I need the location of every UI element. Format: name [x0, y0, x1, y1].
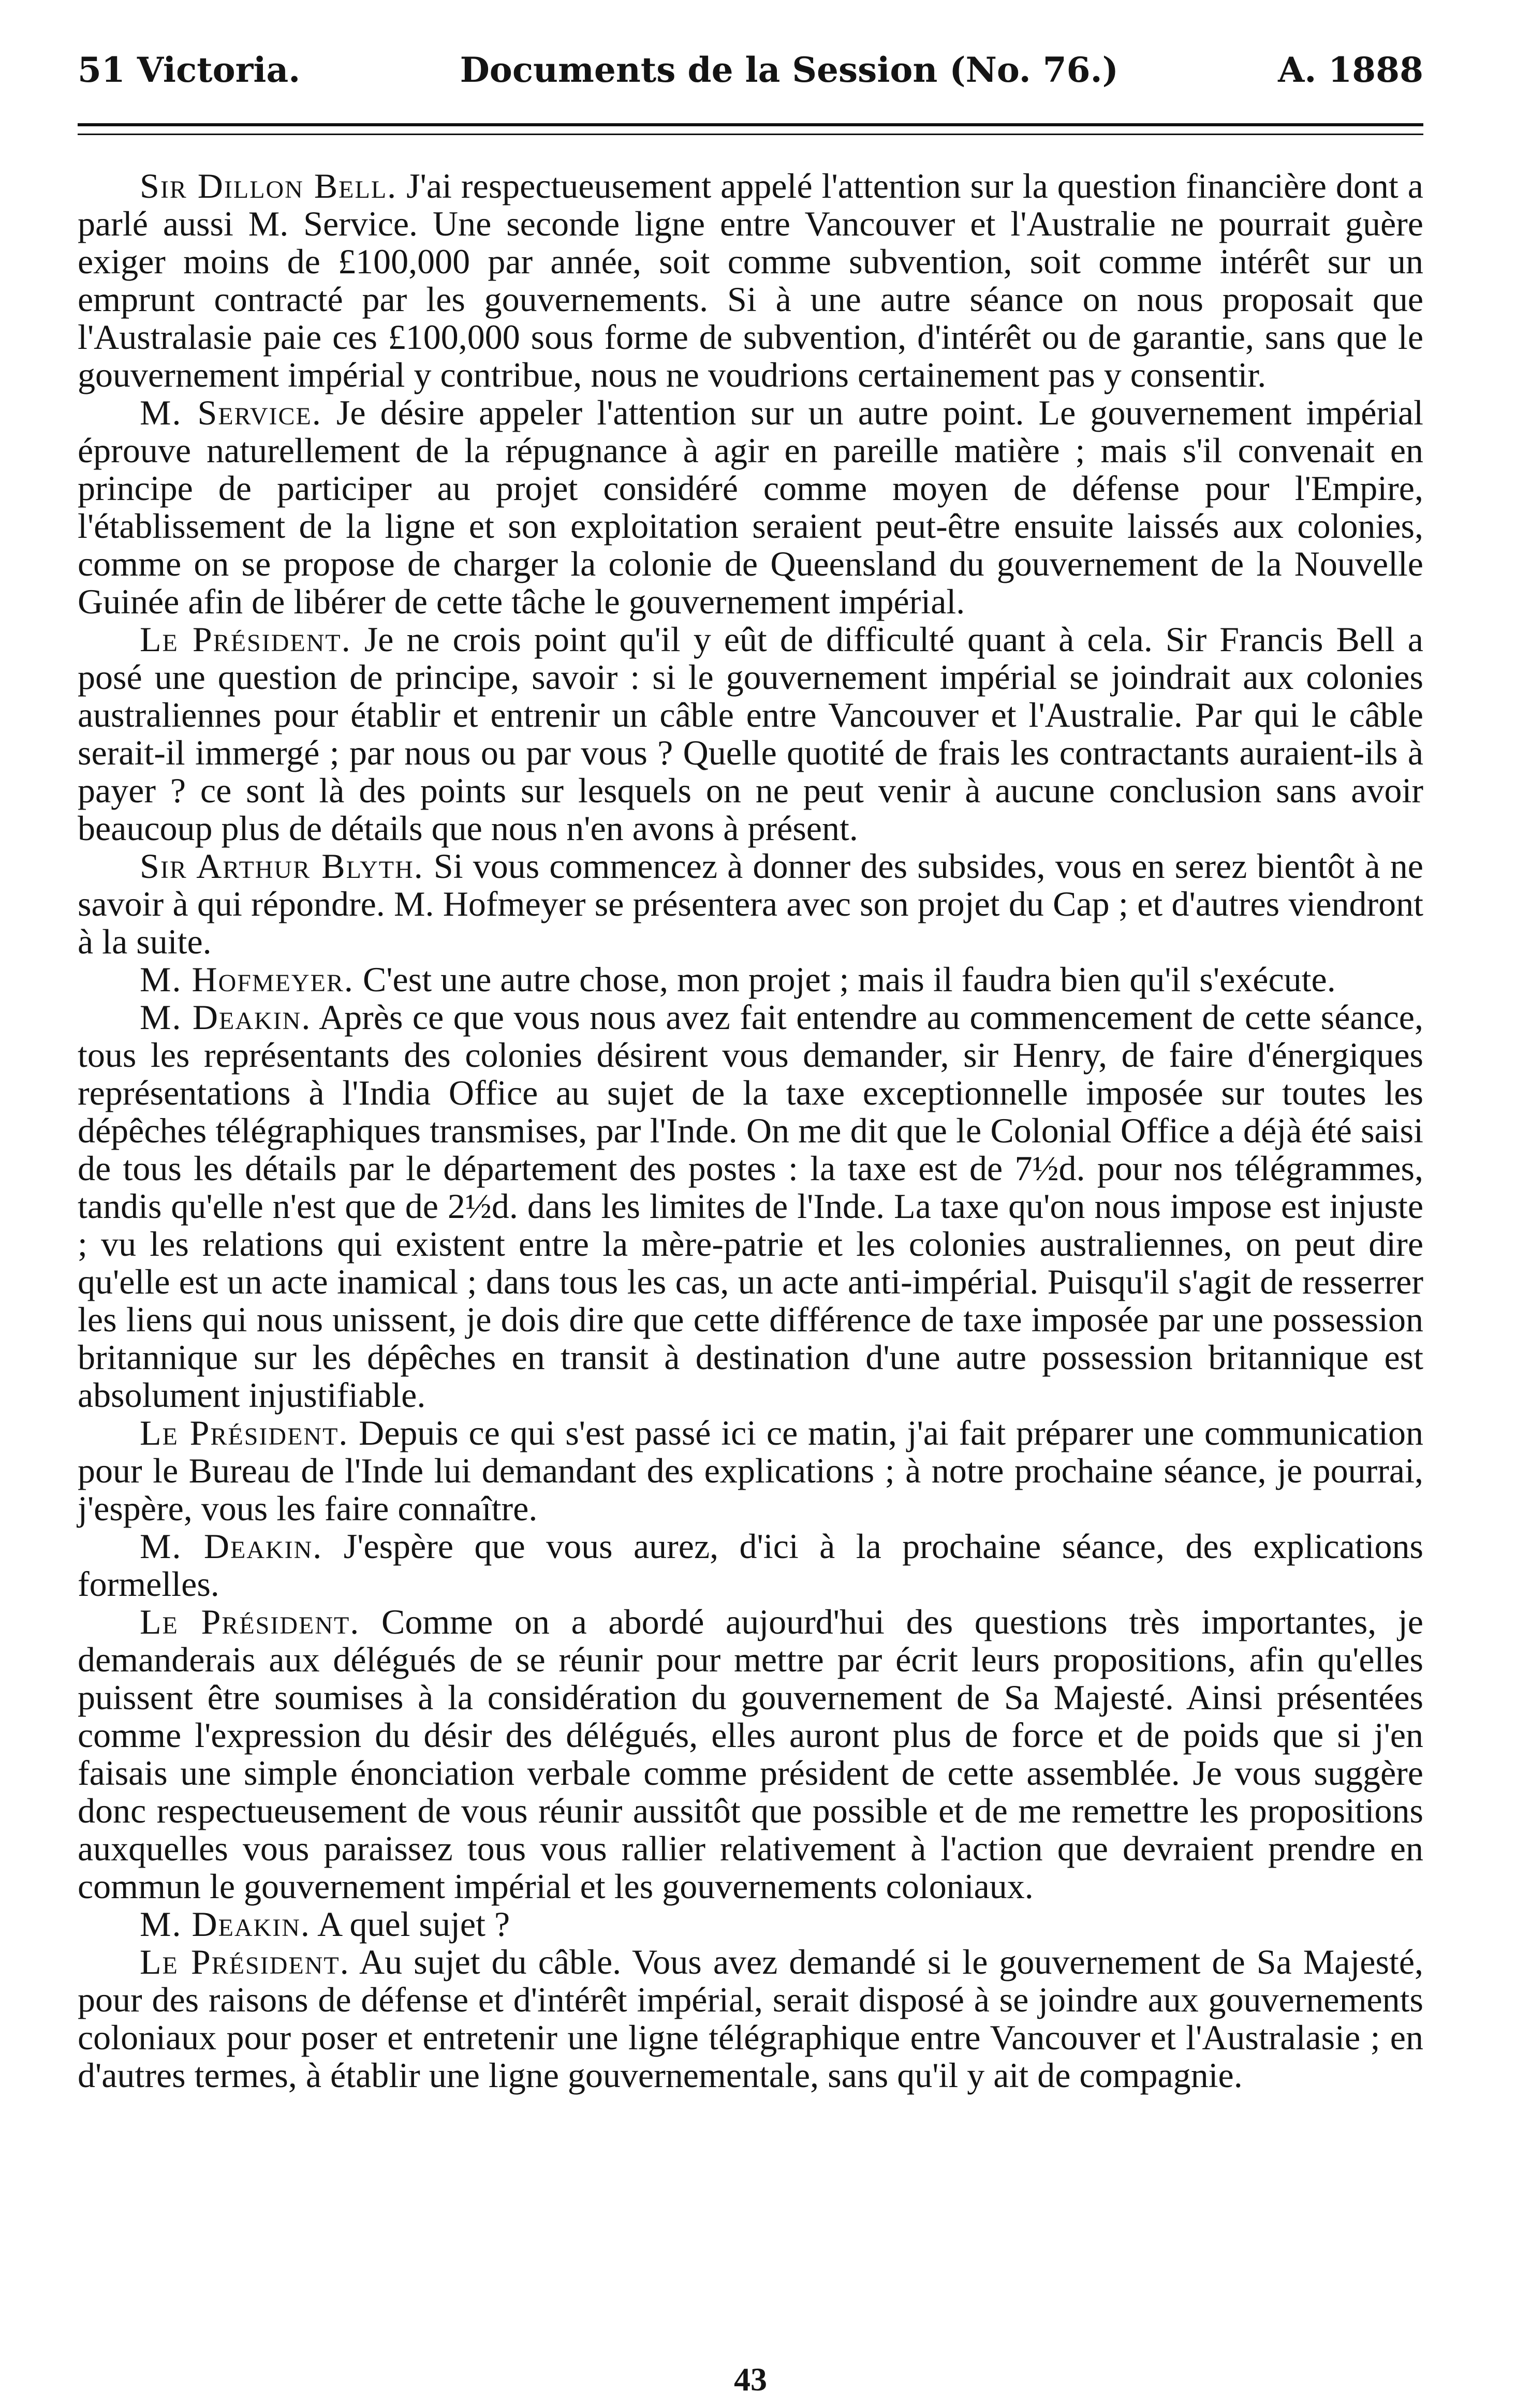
speech-text: Comme on a abordé aujourd'hui des questions très importantes, je demanderais aux délégués de se réunir pour mettre par écrit leurs propositions, afin qu'elles puissent être soumises à la considération du gouvernement de Sa Majesté. Ainsi présentées comme l'expression du désir des délégués, elles auront plus de force et de poids que si j'en faisais une simple énonciation verbale comme président de cette assemblée. Je vous suggère donc respectueusement de vous réunir aussitôt que possible et de me remettre les propositions auxquelles vous paraissez tous vous rallier relativement à l'action que devraient prendre en commun le gouvernement impérial et les gouvernements coloniaux.: [78, 1602, 1423, 1906]
speech-text: Je désire appeler l'attention sur un autre point. Le gouvernement impérial éprouve naturellement de la répugnance à agir en pareille matière ; mais s'il convenait en principe de participer au projet considéré comme moyen de défense pour l'Empire, l'établissement de la ligne et son exploitation seraient peut-être ensuite laissés aux colonies, comme on se propose de charger la colonie de Queensland du gouvernement de la Nouvelle Guinée afin de libérer de cette tâche le gouvernement impérial.: [78, 393, 1423, 621]
page-number: 43: [734, 2361, 767, 2398]
speaker-name: Sir Arthur Blyth.: [140, 846, 424, 886]
paragraph: [78, 394, 1423, 621]
paragraph: [78, 1528, 1423, 1603]
speaker-name: M. Deakin.: [140, 1904, 311, 1944]
speech-text: C'est une autre chose, mon projet ; mais il faudra bien qu'il s'exécute.: [354, 960, 1336, 999]
running-header: [78, 41, 1423, 98]
speaker-name: Le Président.: [140, 1413, 349, 1452]
speaker-name: Le Président.: [140, 620, 351, 659]
speech-text: A quel sujet ?: [310, 1904, 510, 1944]
header-double-rule: [78, 123, 1423, 135]
speaker-name: M. Deakin.: [140, 997, 312, 1037]
paragraph: [78, 1414, 1423, 1528]
speaker-name: M. Deakin.: [140, 1526, 323, 1566]
paragraph: [78, 1943, 1423, 2094]
paragraph: [78, 999, 1423, 1414]
speaker-name: Le Président.: [140, 1942, 350, 1981]
header-volume: 51 Victoria.: [78, 50, 301, 90]
speech-text: Au sujet du câble. Vous avez demandé si le gouvernement de Sa Majesté, pour des raisons de défense et d'intérêt impérial, serait disposé à se joindre aux gouvernements coloniaux pour poser et entretenir une ligne télégraphique entre Vancouver et l'Australasie ; en d'autres termes, à établir une ligne gouvernementale, sans qu'il y ait de compagnie.: [78, 1942, 1423, 2095]
paragraph: [78, 621, 1423, 847]
paragraph: [78, 961, 1423, 999]
speech-text: Après ce que vous nous avez fait entendre au commencement de cette séance, tous les représentants des colonies désirent vous demander, sir Henry, de faire d'énergiques représentations à l'India Office au sujet de la taxe exceptionnelle imposée sur toutes les dépêches télégraphiques transmises, par l'Inde. On me dit que le Colonial Office a déjà été saisi de tous les détails par le département des postes : la taxe est de 7½d. pour nos télégrammes, tandis qu'elle n'est que de 2½d. dans les limites de l'Inde. La taxe qu'on nous impose est injuste ; vu les relations qui existent entre la mère-patrie et les colonies australiennes, on peut dire qu'elle est un acte inamical ; dans tous les cas, un acte anti-impérial. Puisqu'il s'agit de resserrer les liens qui nous unissent, je dois dire que cette différence de taxe imposée par une possession britannique sur les dépêches en transit à destination d'une autre possession britannique est absolument injustifiable.: [78, 997, 1423, 1415]
header-title: Documents de la Session (No. 76.): [460, 50, 1118, 90]
paragraph: [78, 1603, 1423, 1905]
speech-text: Je ne crois point qu'il y eût de difficulté quant à cela. Sir Francis Bell a posé une question de principe, savoir : si le gouvernement impérial se joindrait aux colonies australiennes pour établir et entrenir un câble entre Vancouver et l'Australie. Par qui le câble serait-il immergé ; par nous ou par vous ? Quelle quotité de frais les contractants auraient-ils à payer ? ce sont là des points sur lesquels on ne peut venir à aucune conclusion sans avoir beaucoup plus de détails que nous n'en avons à présent.: [78, 620, 1423, 848]
speaker-name: Sir Dillon Bell.: [140, 166, 398, 205]
speaker-name: M. Hofmeyer.: [140, 960, 354, 999]
speech-text: J'espère que vous aurez, d'ici à la prochaine séance, des explications formelles.: [78, 1526, 1423, 1604]
paragraph: [78, 847, 1423, 961]
transcript-body: [78, 167, 1423, 2094]
paragraph: [78, 167, 1423, 394]
paragraph: [78, 1905, 1423, 1943]
speech-text: J'ai respectueusement appelé l'attention sur la question financière dont a parlé aussi M. Service. Une seconde ligne entre Vancouver et l'Australie ne pourrait guère exiger moins de £100,000 par année, soit comme subvention, soit comme intérêt sur un emprunt contracté par les gouvernements. Si à une autre séance on nous proposait que l'Australasie paie ces £100,000 sous forme de subvention, d'intérêt ou de garantie, sans que le gouvernement impérial y contribue, nous ne voudrions certainement pas y consentir.: [78, 166, 1423, 394]
page: [78, 41, 1423, 2398]
speaker-name: Le Président.: [140, 1602, 360, 1641]
header-year: A. 1888: [1278, 50, 1423, 90]
speech-text: Depuis ce qui s'est passé ici ce matin, j'ai fait préparer une communication pour le Bureau de l'Inde lui demandant des explications ; à notre prochaine séance, je pourrai, j'espère, vous les faire connaître.: [78, 1413, 1423, 1528]
speaker-name: M. Service.: [140, 393, 322, 432]
speech-text: Si vous commencez à donner des subsides, vous en serez bientôt à ne savoir à qui répondre. M. Hofmeyer se présentera avec son projet du Cap ; et d'autres viendront à la suite.: [78, 846, 1423, 961]
